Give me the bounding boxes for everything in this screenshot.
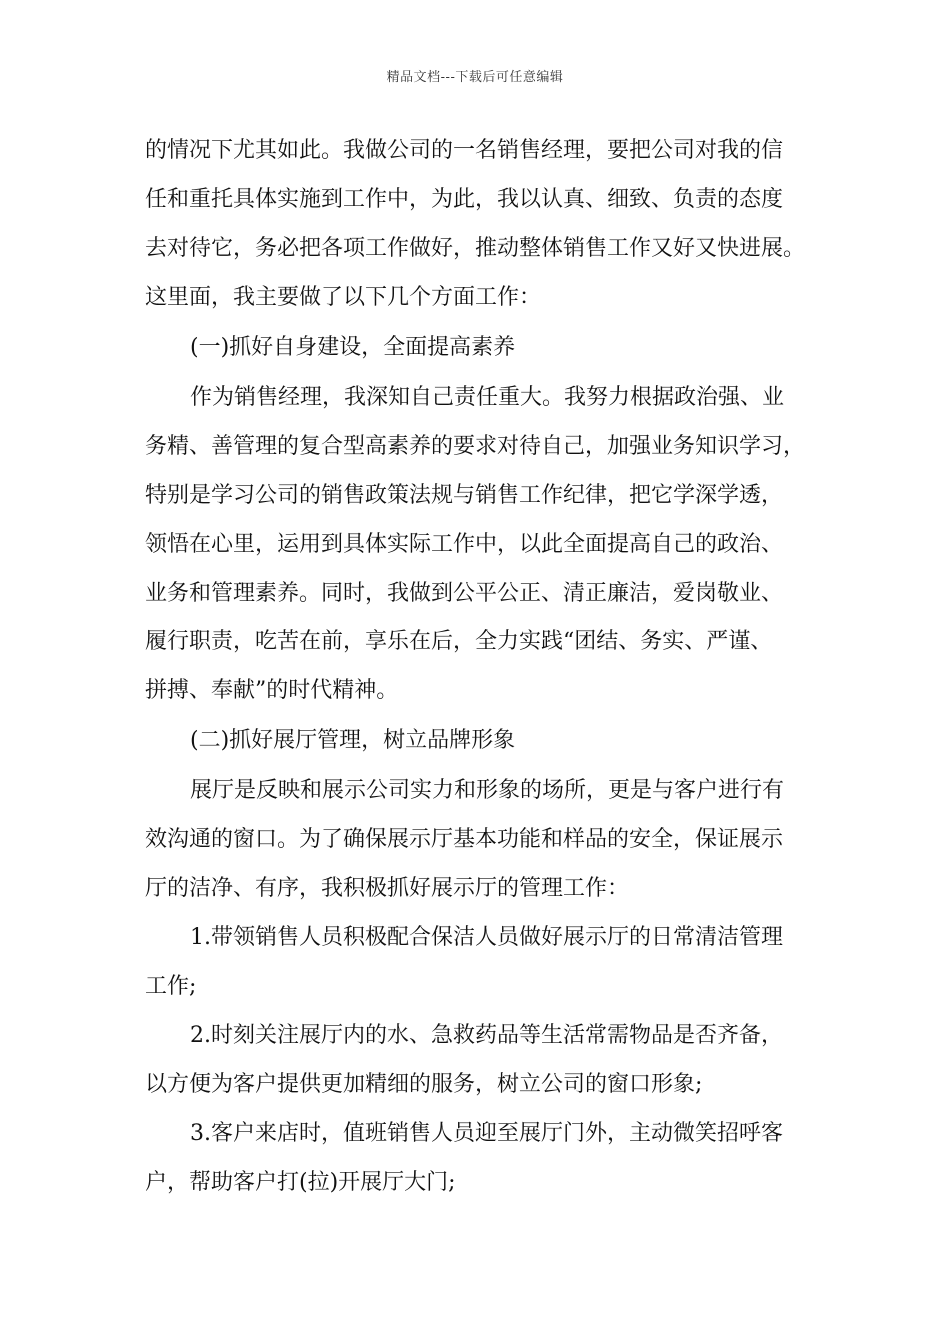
body-line: 的情况下尤其如此。我做公司的一名销售经理，要把公司对我的信 (145, 138, 784, 163)
body-line: 展厅是反映和展示公司实力和形象的场所，更是与客户进行有 (190, 778, 785, 803)
list-item-continuation: 以方便为客户提供更加精细的服务，树立公司的窗口形象; (145, 1072, 703, 1097)
list-item-continuation: 户，帮助客户打(拉)开展厅大门; (145, 1170, 456, 1195)
body-line: 务精、善管理的复合型高素养的要求对待自己，加强业务知识学习， (145, 434, 806, 459)
body-line: 去对待它，务必把各项工作做好，推动整体销售工作又好又快进展。 (145, 236, 806, 261)
page-header: 精品文档---下载后可任意编辑 (386, 70, 564, 85)
body-line: 厅的洁净、有序，我积极抓好展示厅的管理工作： (145, 876, 630, 901)
list-item-continuation: 工作; (145, 974, 197, 999)
body-line: 这里面，我主要做了以下几个方面工作： (145, 285, 542, 310)
body-line: 特别是学习公司的销售政策法规与销售工作纪律，把它学深学透， (145, 483, 784, 508)
list-item: 3.客户来店时，值班销售人员迎至展厅门外，主动微笑招呼客 (190, 1121, 783, 1146)
list-item: 1.带领销售人员积极配合保洁人员做好展示厅的日常清洁管理 (190, 925, 783, 950)
body-line: 效沟通的窗口。为了确保展示厅基本功能和样品的安全，保证展示 (145, 827, 784, 852)
body-line: 业务和管理素养。同时，我做到公平公正、清正廉洁，爱岗敬业、 (145, 581, 784, 606)
list-item: 2.时刻关注展厅内的水、急救药品等生活常需物品是否齐备， (190, 1023, 783, 1048)
body-line: 作为销售经理，我深知自己责任重大。我努力根据政治强、业 (190, 385, 785, 410)
section-heading: (二)抓好展厅管理，树立品牌形象 (190, 728, 516, 753)
body-line: 拼搏、奉献”的时代精神。 (145, 678, 399, 703)
section-heading: (一)抓好自身建设，全面提高素养 (190, 335, 516, 360)
body-line: 领悟在心里，运用到具体实际工作中，以此全面提高自己的政治、 (145, 532, 784, 557)
body-line: 任和重托具体实施到工作中，为此，我以认真、细致、负责的态度 (145, 187, 784, 212)
body-line: 履行职责，吃苦在前，享乐在后，全力实践“团结、务实、严谨、 (145, 629, 773, 654)
